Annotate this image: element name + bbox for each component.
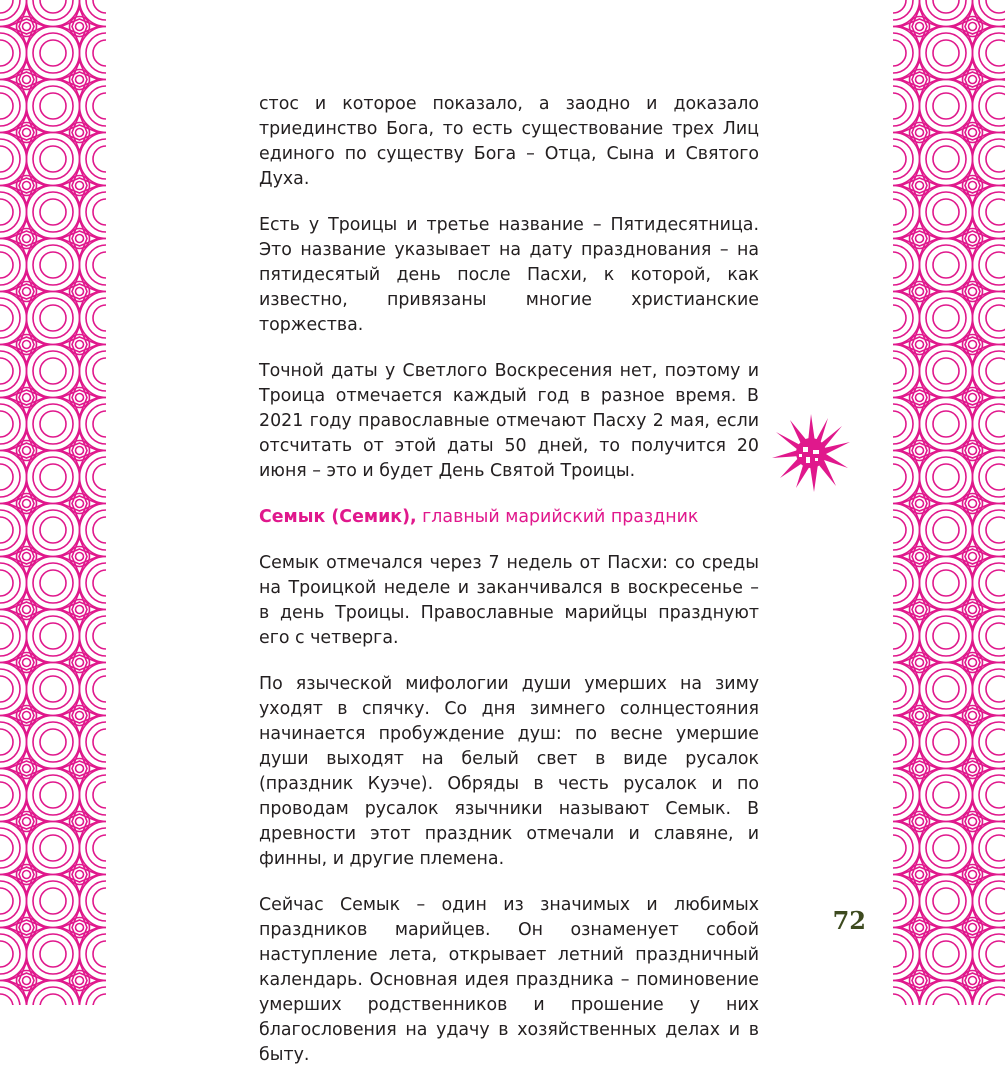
burst-emblem-icon: [770, 412, 852, 494]
section-heading: [259, 505, 759, 530]
paragraph-5: По языческой мифологии души умерших на зиму уходят в спячку. Со дня зимнего солнцестояния начинается пробуждение душ: по весне умершие души выходят на белый свет в виде русалок (праздник Куэче). Обряды в честь русалок и по проводам русалок язычники называют Семык. В древности этот праздник отмечали и славяне, и финны, и другие племена.: [259, 674, 759, 869]
paragraph-6: Сейчас Семык – один из значимых и любимых праздников марийцев. Он ознаменует собой наступление лета, открывает летний праздничный календарь. Основная идея праздника – поминовение умерших родственников и прошение у них благословения на удачу в хозяйственных делах и в быту.: [259, 895, 759, 1065]
right-ornament-border: [893, 0, 1005, 1005]
text-column: [259, 92, 759, 1068]
paragraph-1: стос и которое показало, а заодно и доказало триединство Бога, то есть существование трех Лиц единого по существу Бога – Отца, Сына и Святого Духа.: [259, 94, 759, 189]
paragraph-3: Точной даты у Светлого Воскресения нет, поэтому и Троица отмечается каждый год в разное время. В 2021 году православные отмечают Пасху 2 мая, если отсчитать от этой даты 50 дней, то получится 20 июня – это и будет День Святой Троицы.: [259, 361, 759, 481]
section-heading-bold: Семык (Семик),: [259, 507, 417, 527]
paragraph-4: Семык отмечался через 7 недель от Пасхи: со среды на Троицкой неделе и заканчивался в воскресенье – в день Троицы. Православные марийцы празднуют его с четверга.: [259, 553, 759, 648]
page-number: 72: [832, 906, 866, 935]
floral-lattice-pattern-right: [893, 0, 1005, 1005]
left-ornament-border: [0, 0, 106, 1005]
paragraph-2: Есть у Троицы и третье название – Пятидесятница. Это название указывает на дату празднования – на пятидесятый день после Пасхи, к которой, как известно, привязаны многие христианские торжества.: [259, 215, 759, 335]
section-heading-light: главный марийский праздник: [422, 507, 699, 527]
floral-lattice-pattern-left: [0, 0, 106, 1005]
